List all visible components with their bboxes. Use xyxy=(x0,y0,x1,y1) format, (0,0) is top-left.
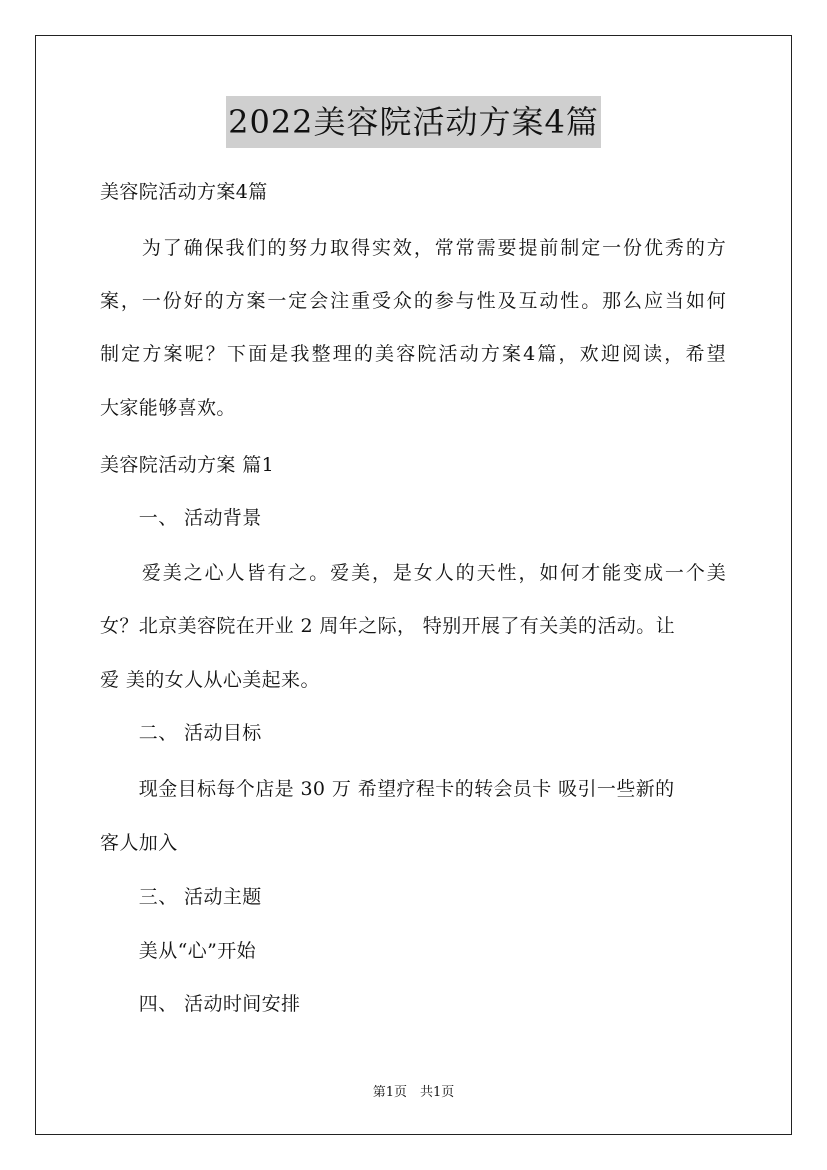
text-char: 定 xyxy=(581,237,601,259)
text-char: 保 xyxy=(204,237,224,259)
text-char: 一 xyxy=(267,290,287,312)
text-char: 动 xyxy=(459,343,479,365)
paragraph-line: 大家能够喜欢。 xyxy=(100,397,236,419)
text-char: 的 xyxy=(204,290,224,312)
subheading: 二、 活动目标 xyxy=(100,722,262,744)
text-char: 会 xyxy=(309,290,329,312)
text-char: 那 xyxy=(602,290,622,312)
paragraph-line: 客人加入 xyxy=(100,832,178,854)
text-char: 爱 xyxy=(141,562,161,584)
text-char: 的 xyxy=(455,562,475,584)
text-char: 好 xyxy=(183,290,203,312)
text-char: 美 xyxy=(351,562,371,584)
text-char: 才 xyxy=(581,562,601,584)
text-char: 的 xyxy=(267,237,287,259)
text-char: 要 xyxy=(497,237,517,259)
text-char: 欢 xyxy=(579,343,599,365)
document-title: 2022美容院活动方案4篇 xyxy=(226,96,601,148)
text-char: 受 xyxy=(371,290,391,312)
text-char: 人 xyxy=(434,562,454,584)
text-char: 我 xyxy=(225,237,245,259)
text-char: 案 xyxy=(163,343,183,365)
text-char: 众 xyxy=(392,290,412,312)
text-char: 制 xyxy=(560,237,580,259)
text-char: 取 xyxy=(330,237,350,259)
text-char: 一 xyxy=(664,562,684,584)
text-char xyxy=(100,557,119,589)
text-char: ， xyxy=(413,237,433,259)
text-char: ， xyxy=(371,562,391,584)
text-char: 有 xyxy=(267,562,287,584)
text-char xyxy=(100,232,119,264)
text-char: 之 xyxy=(288,562,308,584)
text-char: 阅 xyxy=(621,343,641,365)
text-char: 一 xyxy=(141,290,161,312)
text-char xyxy=(121,557,140,589)
text-char: 。 xyxy=(581,290,601,312)
text-char: 方 xyxy=(142,343,162,365)
text-char: 变 xyxy=(623,562,643,584)
paragraph-line: 现金目标每个店是 30 万 希望疗程卡的转会员卡 吸引一些新的 xyxy=(100,778,675,800)
text-char: 性 xyxy=(497,562,517,584)
text-char: 性 xyxy=(476,290,496,312)
section-heading: 美容院活动方案 篇1 xyxy=(100,454,275,476)
text-char: 为 xyxy=(141,237,161,259)
text-char: ？ xyxy=(205,343,225,365)
text-char: 案 xyxy=(100,290,120,312)
text-char: 美 xyxy=(706,562,726,584)
text-char: 是 xyxy=(269,343,289,365)
text-char: ， xyxy=(558,343,578,365)
subtitle-line: 美容院活动方案4篇 xyxy=(100,181,268,203)
text-char: ， xyxy=(120,290,140,312)
text-char: 成 xyxy=(643,562,663,584)
text-char: 了 xyxy=(162,237,182,259)
text-char: 定 xyxy=(121,343,141,365)
text-char: 互 xyxy=(518,290,538,312)
text-char: 女 xyxy=(413,562,433,584)
text-char: 制 xyxy=(100,343,120,365)
text-char: 如 xyxy=(685,290,705,312)
text-char: 呢 xyxy=(184,343,204,365)
text-char: 方 xyxy=(480,343,500,365)
text-char: 重 xyxy=(351,290,371,312)
text-char: 方 xyxy=(706,237,726,259)
text-char: 性 xyxy=(560,290,580,312)
text-char: 何 xyxy=(560,562,580,584)
text-char: 爱 xyxy=(330,562,350,584)
text-char: 么 xyxy=(623,290,643,312)
text-char: 常 xyxy=(455,237,475,259)
text-char: 参 xyxy=(434,290,454,312)
text-char: 皆 xyxy=(246,562,266,584)
text-char: 效 xyxy=(392,237,412,259)
text-char: 力 xyxy=(309,237,329,259)
page-footer: 第1页 共1页 xyxy=(372,1085,455,1100)
text-char: 方 xyxy=(225,290,245,312)
text-char: 能 xyxy=(602,562,622,584)
paragraph-line xyxy=(100,338,726,370)
text-char: 整 xyxy=(311,343,331,365)
text-char: 人 xyxy=(225,562,245,584)
text-char: 的 xyxy=(353,343,373,365)
paragraph-line: 美从“心”开始 xyxy=(100,940,257,962)
text-char: 注 xyxy=(330,290,350,312)
text-char: 下 xyxy=(226,343,246,365)
text-char: 的 xyxy=(413,290,433,312)
text-char: ， xyxy=(664,343,684,365)
text-char: 何 xyxy=(706,290,726,312)
text-char: 篇 xyxy=(537,343,557,365)
subheading: 三、 活动主题 xyxy=(100,886,262,908)
paragraph-line xyxy=(100,232,726,264)
text-char: ， xyxy=(518,562,538,584)
text-char: 们 xyxy=(246,237,266,259)
text-char: 天 xyxy=(476,562,496,584)
text-char: 案 xyxy=(246,290,266,312)
text-char: 美 xyxy=(375,343,395,365)
text-char: 容 xyxy=(396,343,416,365)
subheading: 一、 活动背景 xyxy=(100,507,262,529)
text-char: 是 xyxy=(392,562,412,584)
text-char: 与 xyxy=(455,290,475,312)
text-char: 活 xyxy=(438,343,458,365)
text-char: 份 xyxy=(162,290,182,312)
text-char: 应 xyxy=(643,290,663,312)
text-char: 心 xyxy=(204,562,224,584)
text-char: 常 xyxy=(434,237,454,259)
text-char: 案 xyxy=(501,343,521,365)
text-char: 得 xyxy=(351,237,371,259)
text-char xyxy=(121,232,140,264)
text-char: 迎 xyxy=(600,343,620,365)
text-char: 实 xyxy=(371,237,391,259)
text-char: 努 xyxy=(288,237,308,259)
text-char: 读 xyxy=(643,343,663,365)
paragraph-line: 爱 美的女人从心美起来。 xyxy=(100,669,320,691)
text-char: 动 xyxy=(539,290,559,312)
text-char: 及 xyxy=(497,290,517,312)
paragraph-line xyxy=(100,285,726,317)
text-char: 定 xyxy=(288,290,308,312)
text-char: 的 xyxy=(685,237,705,259)
text-char: 面 xyxy=(248,343,268,365)
text-char: 4 xyxy=(523,343,536,365)
text-char: 份 xyxy=(623,237,643,259)
text-char: 前 xyxy=(539,237,559,259)
text-char: 需 xyxy=(476,237,496,259)
text-char: 提 xyxy=(518,237,538,259)
text-char: 希 xyxy=(685,343,705,365)
text-char: 个 xyxy=(685,562,705,584)
title-container xyxy=(0,96,827,148)
text-char: 优 xyxy=(643,237,663,259)
text-char: 确 xyxy=(183,237,203,259)
text-char: 秀 xyxy=(664,237,684,259)
text-char: 理 xyxy=(332,343,352,365)
text-char: 一 xyxy=(602,237,622,259)
text-char: 美 xyxy=(162,562,182,584)
text-char: 之 xyxy=(183,562,203,584)
text-char: 当 xyxy=(664,290,684,312)
paragraph-line: 女？北京美容院在开业 2 周年之际， 特别开展了有关美的活动。让 xyxy=(100,615,676,637)
text-char: 院 xyxy=(417,343,437,365)
text-char: 。 xyxy=(309,562,329,584)
text-char: 望 xyxy=(706,343,726,365)
text-char: 我 xyxy=(290,343,310,365)
paragraph-line xyxy=(100,557,726,589)
subheading: 四、 活动时间安排 xyxy=(100,993,301,1015)
text-char: 如 xyxy=(539,562,559,584)
